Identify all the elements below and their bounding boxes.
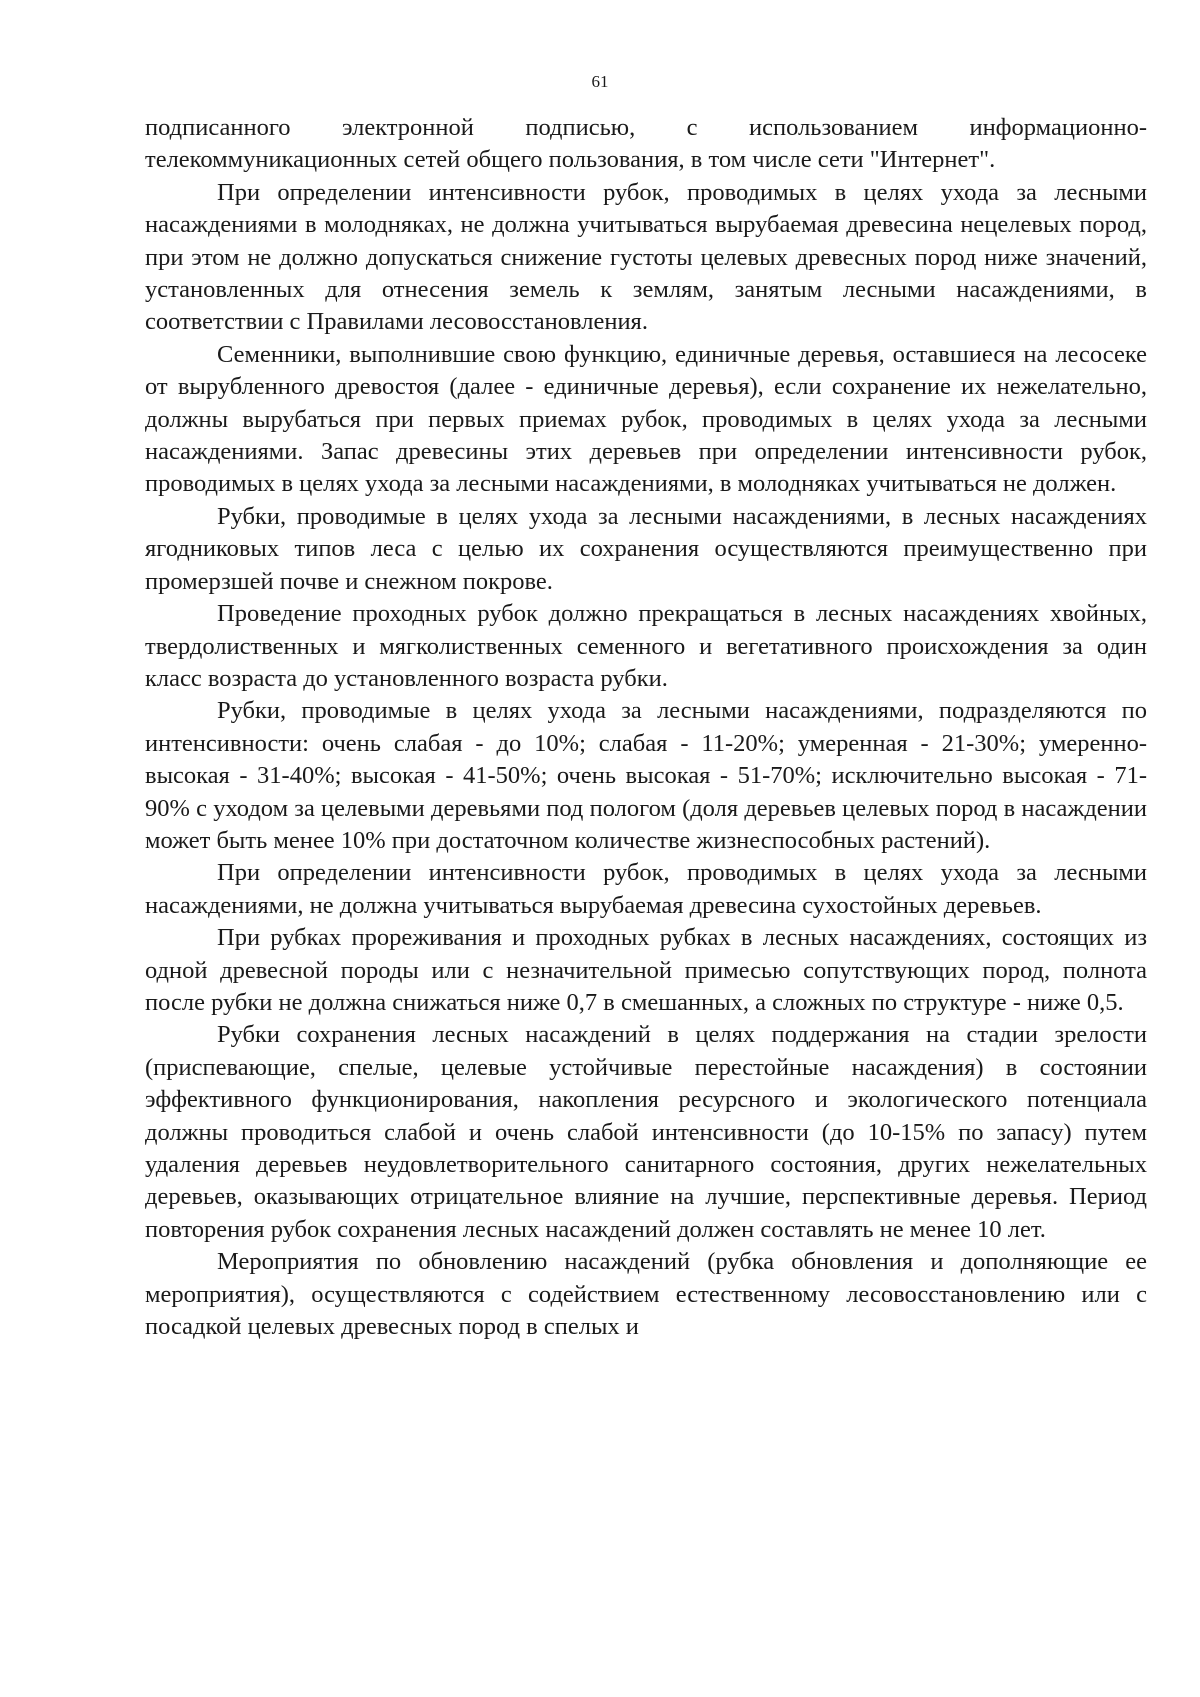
paragraph: Рубки, проводимые в целях ухода за лесными насаждениями, в лесных насаждениях ягодниковых типов леса с целью их сохранения осуществляются преимущественно при промерзшей почве и снежном покрове. [145, 502, 1147, 595]
paragraph: Мероприятия по обновлению насаждений (рубка обновления и дополняющие ее мероприятия), осуществляются с содействием естественному лесовосстановлению или с посадкой целевых древесных пород в спелых и [145, 1248, 1147, 1341]
document-body [145, 112, 1147, 1343]
page-number: 61 [591, 72, 609, 91]
paragraph: Семенники, выполнившие свою функцию, единичные деревья, оставшиеся на лесосеке от вырубленного древостоя (далее - единичные деревья), если сохранение их нежелательно, должны вырубаться при первых приемах рубок, проводимых в целях ухода за лесными насаждениями. Запас древесины этих деревьев при определении интенсивности рубок, проводимых в целях ухода за лесными насаждениями, в молодняках учитываться не должен. [145, 340, 1147, 498]
paragraph: При рубках прореживания и проходных рубках в лесных насаждениях, состоящих из одной древесной породы или с незначительной примесью сопутствующих пород, полнота после рубки не должна снижаться ниже 0,7 в смешанных, а сложных по структуре - ниже 0,5. [145, 924, 1147, 1016]
paragraph: Рубки, проводимые в целях ухода за лесными насаждениями, подразделяются по интенсивности: очень слабая - до 10%; слабая - 11-20%; умеренная - 21-30%; умеренно-высокая - 31-40%; высокая - 41-50%; очень высокая - 51-70%; исключительно высокая - 71-90% с уходом за целевыми деревьями под пологом (доля деревьев целевых пород в насаждении может быть менее 10% при достаточном количестве жизнеспособных растений). [145, 697, 1147, 854]
paragraph: Проведение проходных рубок должно прекращаться в лесных насаждениях хвойных, твердолиственных и мягколиственных семенного и вегетативного происхождения за один класс возраста до установленного возраста рубки. [145, 600, 1147, 692]
paragraph-continued: подписанного электронной подписью, с использованием информационно-телекоммуникационных сетей общего пользования, в том числе сети "Интернет". [145, 114, 1147, 174]
paragraph: Рубки сохранения лесных насаждений в целях поддержания на стадии зрелости (приспевающие, спелые, целевые устойчивые перестойные насаждения) в состоянии эффективного функционирования, накопления ресурсного и экологического потенциала должны проводиться слабой и очень слабой интенсивности (до 10-15% по запасу) путем удаления деревьев неудовлетворительного санитарного состояния, других нежелательных деревьев, оказывающих отрицательное влияние на лучшие, перспективные деревья. Период повторения рубок сохранения лесных насаждений должен составлять не менее 10 лет. [145, 1021, 1147, 1243]
paragraph: При определении интенсивности рубок, проводимых в целях ухода за лесными насаждениями в молодняках, не должна учитываться вырубаемая древесина нецелевых пород, при этом не должно допускаться снижение густоты целевых древесных пород ниже значений, установленных для отнесения земель к землям, занятым лесными насаждениями, в соответствии с Правилами лесовосстановления. [145, 178, 1147, 336]
paragraph: При определении интенсивности рубок, проводимых в целях ухода за лесными насаждениями, не должна учитываться вырубаемая древесина сухостойных деревьев. [145, 859, 1147, 919]
